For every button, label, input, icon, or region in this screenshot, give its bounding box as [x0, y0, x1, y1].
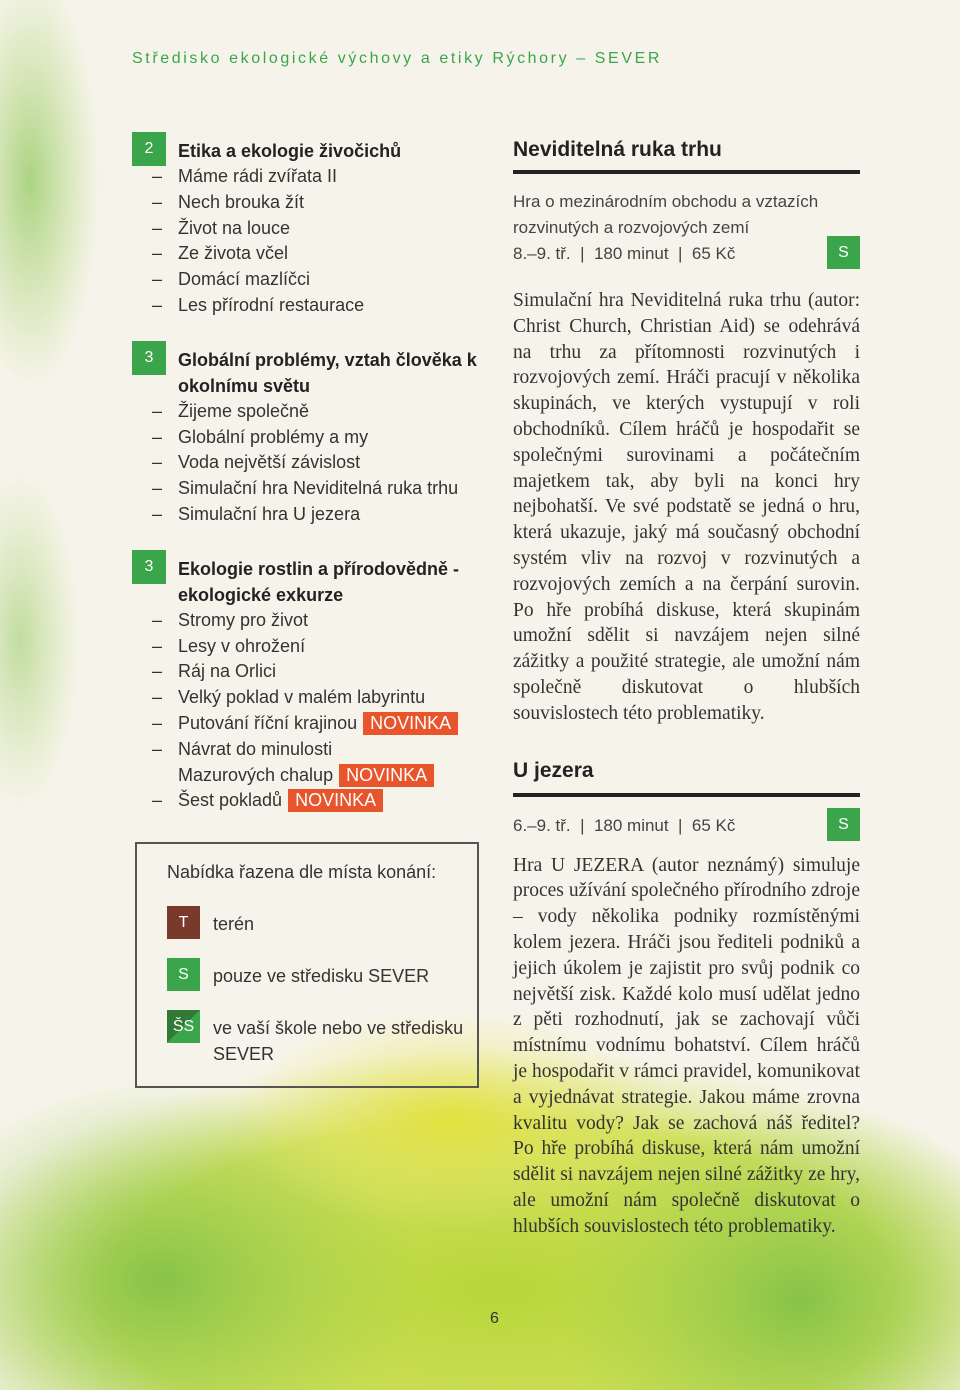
list-item: – Ze života včel	[152, 243, 289, 264]
page-header: Středisko ekologické výchovy a etiky Rýchory – SEVER	[132, 50, 663, 67]
section-ethics	[132, 132, 482, 319]
legend-text: ve vaší škole nebo ve středisku SEVER	[213, 1018, 464, 1064]
list-item: – Putování říční krajinou NOVINKA	[132, 711, 482, 737]
list-item: – Šest pokladů NOVINKA	[132, 788, 482, 814]
section-title: Ekologie rostlin a přírodovědně -ekologické exkurze	[178, 558, 460, 605]
program-list	[132, 132, 482, 836]
list-item: – Les přírodní restaurace	[152, 294, 365, 315]
article-subtitle: Hra o mezinárodním obchodu a vztazích rozvinutých a rozvojových zemí	[513, 192, 819, 237]
program-items	[132, 608, 482, 814]
article-body: Hra U JEZERA (autor neznámý) simuluje proces užívání společného přírodního zdroje – vody několika podniky rozmístěnými kolem jezera. Hráči jsou řediteli podniků a jejich úkolem je zajistit pro svůj podnik co největší zisk. Každé kolo musí udělat jedno z pěti rozhodnutí, jak se zachovají vůči místnímu vodnímu bohatství. Cílem hráčů je hospodařit v rámci pravidel, komunikovat a vyjednávat strategie. Jakou máme zrovna kvalitu vody? Jak se zachová náš ředitel? Po hře probíhá diskuse, která nám umožní sdělit si navzájem nejen silné zážitky ze hry, ale umožní nám společně diskutovat o hlubších souvislostech této problematiky.	[513, 854, 860, 1237]
list-item: – Žijeme společně	[152, 400, 310, 421]
section-title: Globální problémy, vztah člověka k okolnímu světu	[178, 349, 477, 396]
section-grade-badge: 3	[132, 550, 166, 584]
list-item: – Lesy v ohrožení	[152, 635, 306, 656]
list-item: – Stromy pro život	[152, 609, 309, 630]
legend-text: pouze ve středisku SEVER	[213, 966, 430, 986]
article-title: U jezera	[513, 751, 860, 797]
location-legend	[135, 842, 479, 1088]
list-item-continuation: Mazurových chalup NOVINKA	[132, 763, 482, 789]
legend-code-ss: ŠS	[167, 1010, 200, 1043]
new-badge: NOVINKA	[363, 712, 458, 735]
article-title: Neviditelná ruka trhu	[513, 132, 860, 174]
list-item: – Návrat do minulosti	[152, 738, 333, 759]
section-global	[132, 341, 482, 528]
list-item: – Globální problémy a my	[152, 426, 369, 447]
program-items	[132, 399, 482, 528]
program-items	[132, 164, 482, 319]
list-item: – Simulační hra U jezera	[152, 503, 361, 524]
section-grade-badge: 3	[132, 341, 166, 375]
legend-code-t: T	[167, 906, 200, 939]
list-item: – Život na louce	[152, 217, 291, 238]
location-badge: S	[827, 808, 860, 841]
article-body: Simulační hra Neviditelná ruka trhu (autor: Christ Church, Christian Aid) se odehrává na trhu za přítomnosti rozvinutých i rozvojových zemí. Hráči pracují v několika skupinách, ve kterých vystupují v roli obchodníků. Cílem hráčů je hospodařit se společnými surovinami a počátečním majetkem tak, aby byli na konci hry nejbohatší. Ve své podstatě se jedná o hru, která ukazuje, jaký má současný obchodní systém vliv na rozvoj v rozvinutých a rozvojových zemích a na čerpání surovin. Po hře probíhá diskuse, která skupinám umožní sdělit si navzájem nejen silné zážitky a použité strategie, ale umožní nám společně diskutovat o hlubších souvislostech této problematiky.	[513, 290, 860, 724]
page-number: 6	[490, 1310, 499, 1327]
list-item: – Nech brouka žít	[152, 191, 305, 212]
legend-title: Nabídka řazena dle místa konání:	[167, 862, 437, 882]
legend-text: terén	[213, 914, 255, 934]
section-title: Etika a ekologie živočichů	[178, 141, 402, 161]
list-item: – Ráj na Orlici	[152, 661, 277, 682]
list-item: – Domácí mazlíčci	[152, 269, 311, 290]
list-item: – Máme rádi zvířata II	[152, 166, 338, 186]
list-item: – Simulační hra Neviditelná ruka trhu	[152, 478, 459, 499]
new-badge: NOVINKA	[339, 764, 434, 787]
list-item: – Velký poklad v malém labyrintu	[152, 687, 426, 708]
location-badge: S	[827, 236, 860, 269]
article-meta: 8.–9. tř. | 180 minut | 65 Kč S	[513, 241, 860, 275]
new-badge: NOVINKA	[288, 789, 383, 812]
program-details	[513, 132, 860, 1240]
section-grade-badge: 2	[132, 132, 166, 166]
section-plants	[132, 550, 482, 814]
article-meta: 6.–9. tř. | 180 minut | 65 Kč S	[513, 813, 860, 847]
list-item: – Voda největší závislost	[152, 452, 361, 473]
legend-code-s: S	[167, 958, 200, 991]
